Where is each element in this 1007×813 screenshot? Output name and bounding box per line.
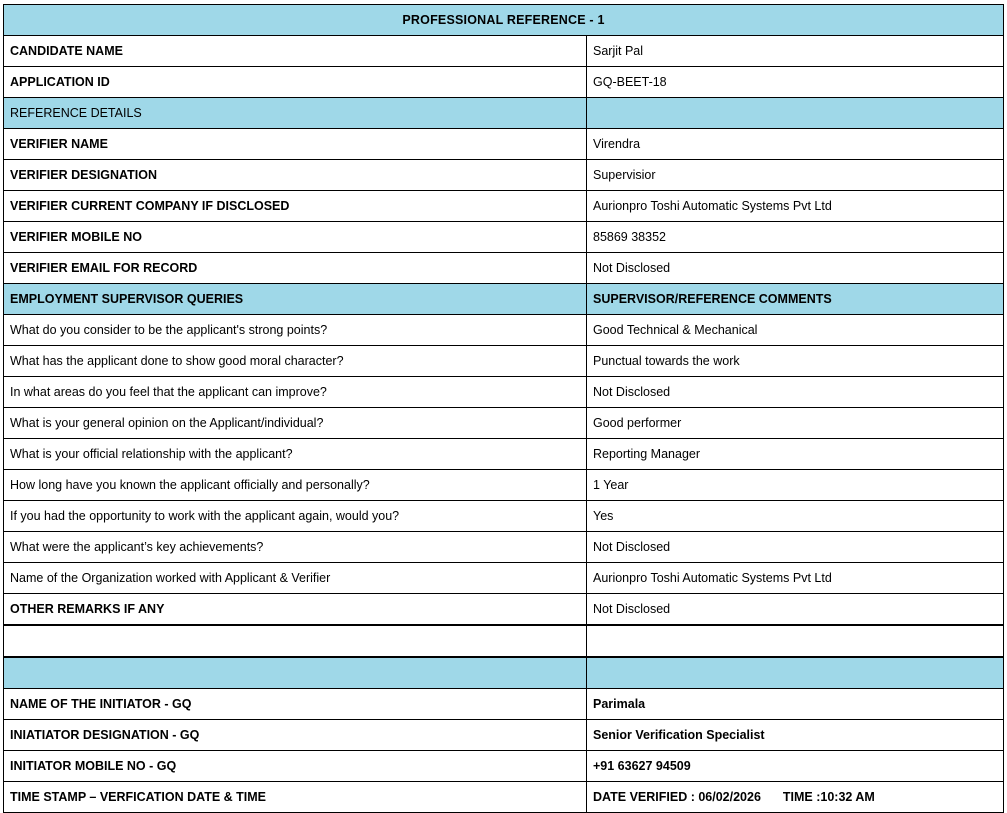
table-row xyxy=(4,67,1004,98)
query-label-2: In what areas do you feel that the applicant can improve? xyxy=(4,377,587,408)
table-row xyxy=(4,470,1004,501)
queries-band xyxy=(4,284,1004,315)
initiator-name-value: Parimala xyxy=(587,689,1004,720)
query-label-7: What were the applicant’s key achievements? xyxy=(4,532,587,563)
table-row xyxy=(4,501,1004,532)
section-spacer xyxy=(4,626,1004,657)
verifier-company-label: VERIFIER CURRENT COMPANY IF DISCLOSED xyxy=(4,191,587,222)
query-answer-3: Good performer xyxy=(587,408,1004,439)
document-title-row xyxy=(4,5,1004,36)
timestamp-date: DATE VERIFIED : 06/02/2026 xyxy=(593,789,761,804)
table-row xyxy=(4,751,1004,782)
initiator-band-right xyxy=(587,658,1004,689)
query-label-8: Name of the Organization worked with Applicant & Verifier xyxy=(4,563,587,594)
query-answer-2: Not Disclosed xyxy=(587,377,1004,408)
initiator-band xyxy=(4,658,1004,689)
query-label-4: What is your official relationship with the applicant? xyxy=(4,439,587,470)
initiator-mobile-value: +91 63627 94509 xyxy=(587,751,1004,782)
query-label-5: How long have you known the applicant officially and personally? xyxy=(4,470,587,501)
timestamp-value xyxy=(587,782,1004,813)
table-row xyxy=(4,439,1004,470)
supervisor-reference-comments-header: SUPERVISOR/REFERENCE COMMENTS xyxy=(587,284,1004,315)
query-answer-0: Good Technical & Mechanical xyxy=(587,315,1004,346)
other-remarks-value: Not Disclosed xyxy=(587,594,1004,625)
verifier-company-value: Aurionpro Toshi Automatic Systems Pvt Ltd xyxy=(587,191,1004,222)
query-label-3: What is your general opinion on the Applicant/individual? xyxy=(4,408,587,439)
table-row xyxy=(4,253,1004,284)
table-row xyxy=(4,315,1004,346)
table-row xyxy=(4,594,1004,625)
verifier-email-label: VERIFIER EMAIL FOR RECORD xyxy=(4,253,587,284)
verifier-email-value: Not Disclosed xyxy=(587,253,1004,284)
query-label-0: What do you consider to be the applicant's strong points? xyxy=(4,315,587,346)
table-row xyxy=(4,36,1004,67)
query-answer-8: Aurionpro Toshi Automatic Systems Pvt Ltd xyxy=(587,563,1004,594)
table-row xyxy=(4,191,1004,222)
query-answer-1: Punctual towards the work xyxy=(587,346,1004,377)
verifier-designation-value: Supervisior xyxy=(587,160,1004,191)
initiator-band-left xyxy=(4,658,587,689)
candidate-name-label: CANDIDATE NAME xyxy=(4,36,587,67)
table-row xyxy=(4,689,1004,720)
application-id-value: GQ-BEET-18 xyxy=(587,67,1004,98)
query-label-1: What has the applicant done to show good moral character? xyxy=(4,346,587,377)
candidate-name-value: Sarjit Pal xyxy=(587,36,1004,67)
query-answer-4: Reporting Manager xyxy=(587,439,1004,470)
initiator-designation-value: Senior Verification Specialist xyxy=(587,720,1004,751)
table-row xyxy=(4,563,1004,594)
verifier-designation-label: VERIFIER DESIGNATION xyxy=(4,160,587,191)
table-row xyxy=(4,129,1004,160)
spacer-table xyxy=(3,625,1004,657)
reference-details-header-spacer xyxy=(587,98,1004,129)
query-answer-7: Not Disclosed xyxy=(587,532,1004,563)
initiator-name-label: NAME OF THE INITIATOR - GQ xyxy=(4,689,587,720)
table-row xyxy=(4,532,1004,563)
table-row xyxy=(4,222,1004,253)
spacer-left xyxy=(4,626,587,657)
timestamp-label: TIME STAMP – VERFICATION DATE & TIME xyxy=(4,782,587,813)
page-title: PROFESSIONAL REFERENCE - 1 xyxy=(4,5,1004,36)
employment-supervisor-queries-header: EMPLOYMENT SUPERVISOR QUERIES xyxy=(4,284,587,315)
initiator-mobile-label: INITIATOR MOBILE NO - GQ xyxy=(4,751,587,782)
reference-details-header: REFERENCE DETAILS xyxy=(4,98,587,129)
initiator-designation-label: INIATIATOR DESIGNATION - GQ xyxy=(4,720,587,751)
verifier-name-value: Virendra xyxy=(587,129,1004,160)
table-row xyxy=(4,782,1004,813)
table-row xyxy=(4,720,1004,751)
table-row xyxy=(4,346,1004,377)
timestamp-time: TIME :10:32 AM xyxy=(782,789,875,804)
query-answer-5: 1 Year xyxy=(587,470,1004,501)
other-remarks-label: OTHER REMARKS IF ANY xyxy=(4,594,587,625)
table-row xyxy=(4,377,1004,408)
initiator-table xyxy=(3,657,1004,813)
application-id-label: APPLICATION ID xyxy=(4,67,587,98)
verifier-mobile-value: 85869 38352 xyxy=(587,222,1004,253)
verifier-name-label: VERIFIER NAME xyxy=(4,129,587,160)
query-label-6: If you had the opportunity to work with the applicant again, would you? xyxy=(4,501,587,532)
spacer-right xyxy=(587,626,1004,657)
table-row xyxy=(4,160,1004,191)
verifier-mobile-label: VERIFIER MOBILE NO xyxy=(4,222,587,253)
professional-reference-table xyxy=(3,4,1004,625)
reference-details-band xyxy=(4,98,1004,129)
table-row xyxy=(4,408,1004,439)
query-answer-6: Yes xyxy=(587,501,1004,532)
